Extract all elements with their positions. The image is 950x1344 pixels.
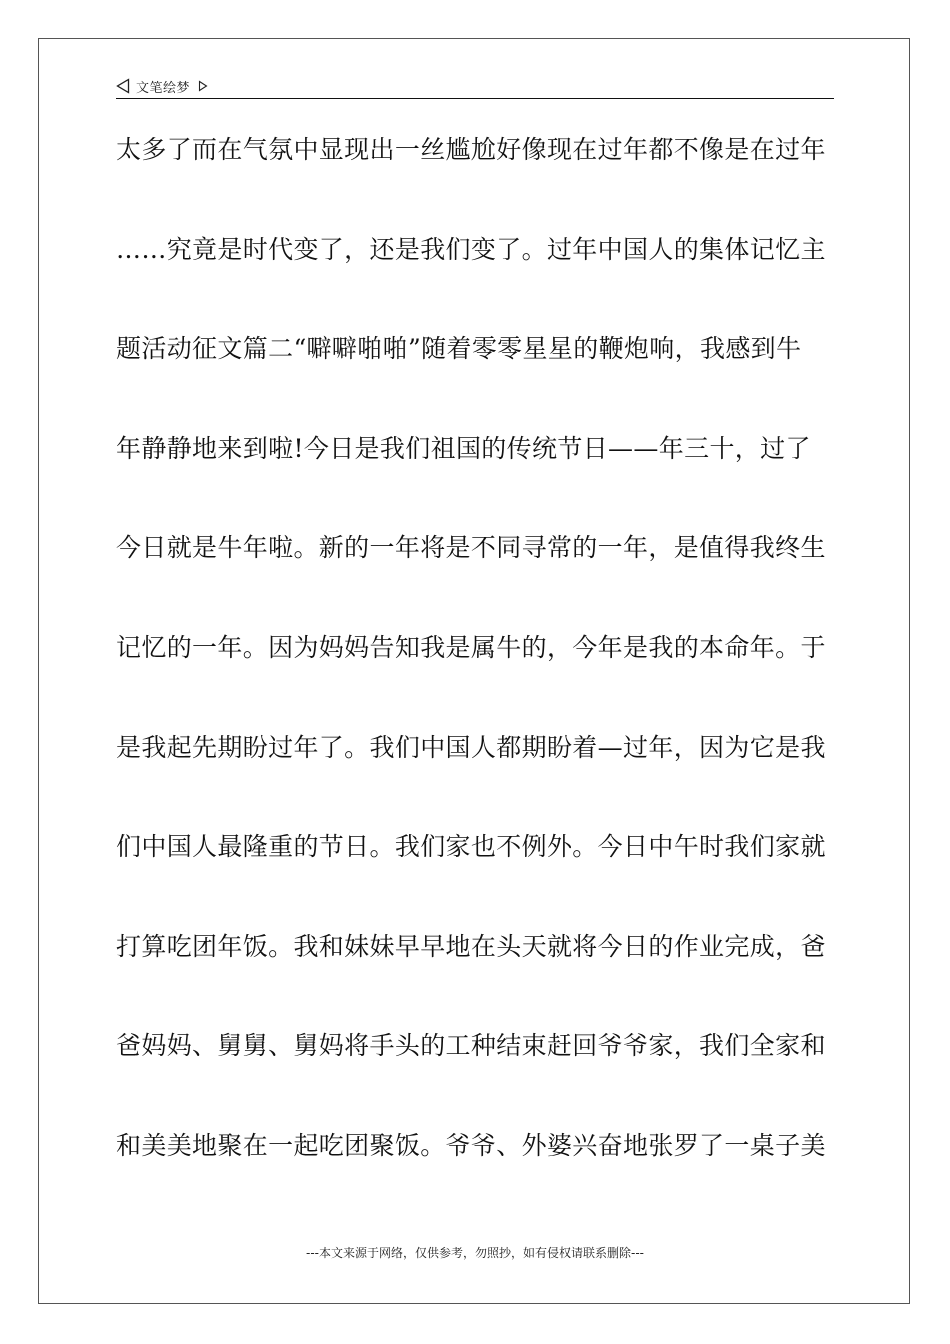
text-line: 和美美地聚在一起吃团聚饭。爷爷、外婆兴奋地张罗了一桌子美 [116, 1130, 826, 1160]
document-body [116, 100, 836, 1196]
footer-disclaimer: ---本文来源于网络，仅供参考，勿照抄，如有侵权请联系删除--- [306, 1246, 644, 1260]
text-line: 年静静地来到啦!今日是我们祖国的传统节日——年三十，过了 [116, 433, 811, 463]
text-line: 记忆的一年。因为妈妈告知我是属牛的，今年是我的本命年。于 [116, 632, 826, 662]
text-line: ……究竟是时代变了，还是我们变了。过年中国人的集体记忆主 [116, 234, 826, 264]
text-line: 们中国人最隆重的节日。我们家也不例外。今日中午时我们家就 [116, 832, 826, 862]
text-line: 爸妈妈、舅舅、舅妈将手头的工种结束赶回爷爷家，我们全家和 [116, 1031, 826, 1061]
header-title: 文笔绘梦 [136, 80, 191, 96]
text-line: 今日就是牛年啦。新的一年将是不同寻常的一年，是值得我终生 [116, 533, 826, 563]
triangle-left-outline-icon [116, 78, 130, 94]
triangle-right-outline-icon [198, 77, 208, 89]
text-line: 打算吃团年饭。我和妹妹早早地在头天就将今日的作业完成，爸 [116, 931, 826, 961]
text-line: 太多了而在气氛中显现出一丝尴尬好像现在过年都不像是在过年 [116, 135, 826, 164]
text-line: 题活动征文篇二“噼噼啪啪”随着零零星星的鞭炮响，我感到牛 [116, 334, 802, 364]
page-header [116, 74, 834, 99]
text-line: 是我起先期盼过年了。我们中国人都期盼着—过年，因为它是我 [116, 732, 826, 762]
